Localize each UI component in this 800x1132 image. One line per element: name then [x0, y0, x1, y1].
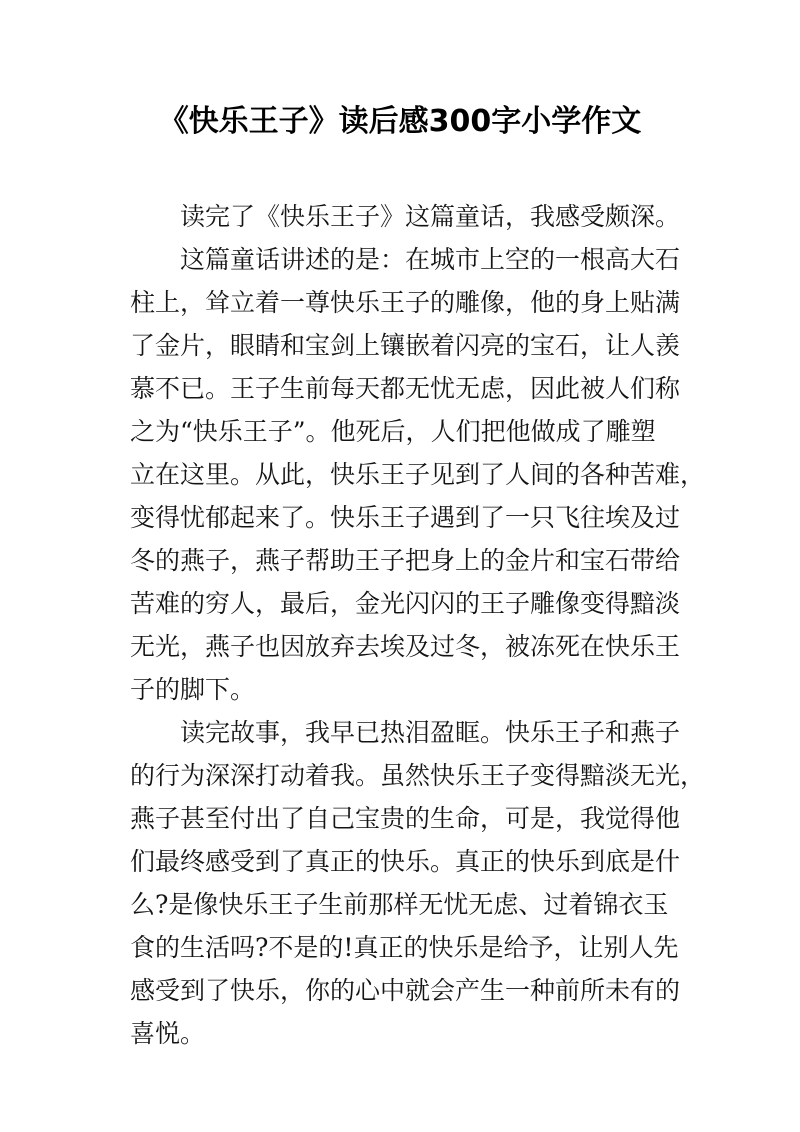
text-line: 变得忧郁起来了。快乐王子遇到了一只飞往埃及过 — [130, 503, 681, 532]
document-title: 《快乐王子》读后感300字小学作文 — [158, 104, 642, 139]
text-line: 的行为深深打动着我。虽然快乐王子变得黯淡无光， — [130, 761, 706, 790]
text-line: 燕子甚至付出了自己宝贵的生命，可是，我觉得他 — [130, 804, 681, 833]
text-line: 食的生活吗?不是的!真正的快乐是给予，让别人先 — [130, 933, 679, 962]
text-line: 柱上，耸立着一尊快乐王子的雕像，他的身上贴满 — [130, 288, 681, 317]
text-line: 慕不已。王子生前每天都无忧无虑，因此被人们称 — [130, 374, 681, 403]
text-line: 无光，燕子也因放弃去埃及过冬，被冻死在快乐王 — [130, 632, 681, 661]
text-line: 喜悦。 — [130, 1019, 206, 1048]
text-line: 感受到了快乐，你的心中就会产生一种前所未有的 — [130, 976, 681, 1005]
text-line: 们最终感受到了真正的快乐。真正的快乐到底是什 — [130, 847, 681, 876]
text-line: 了金片，眼睛和宝剑上镶嵌着闪亮的宝石，让人羡 — [130, 331, 681, 360]
text-line: 之为“快乐王子”。他死后，人们把他做成了雕塑 — [130, 417, 656, 446]
text-line: 苦难的穷人，最后，金光闪闪的王子雕像变得黯淡 — [130, 589, 681, 618]
text-line: 么?是像快乐王子生前那样无忧无虑、过着锦衣玉 — [130, 890, 669, 919]
text-line: 这篇童话讲述的是：在城市上空的一根高大石 — [180, 245, 681, 274]
text-line: 读完了《快乐王子》这篇童话，我感受颇深。 — [180, 202, 681, 231]
text-line: 读完故事，我早已热泪盈眶。快乐王子和燕子 — [180, 718, 681, 747]
text-line: 立在这里。从此，快乐王子见到了人间的各种苦难， — [130, 460, 706, 489]
text-line: 冬的燕子，燕子帮助王子把身上的金片和宝石带给 — [130, 546, 681, 575]
text-line: 子的脚下。 — [130, 675, 256, 704]
